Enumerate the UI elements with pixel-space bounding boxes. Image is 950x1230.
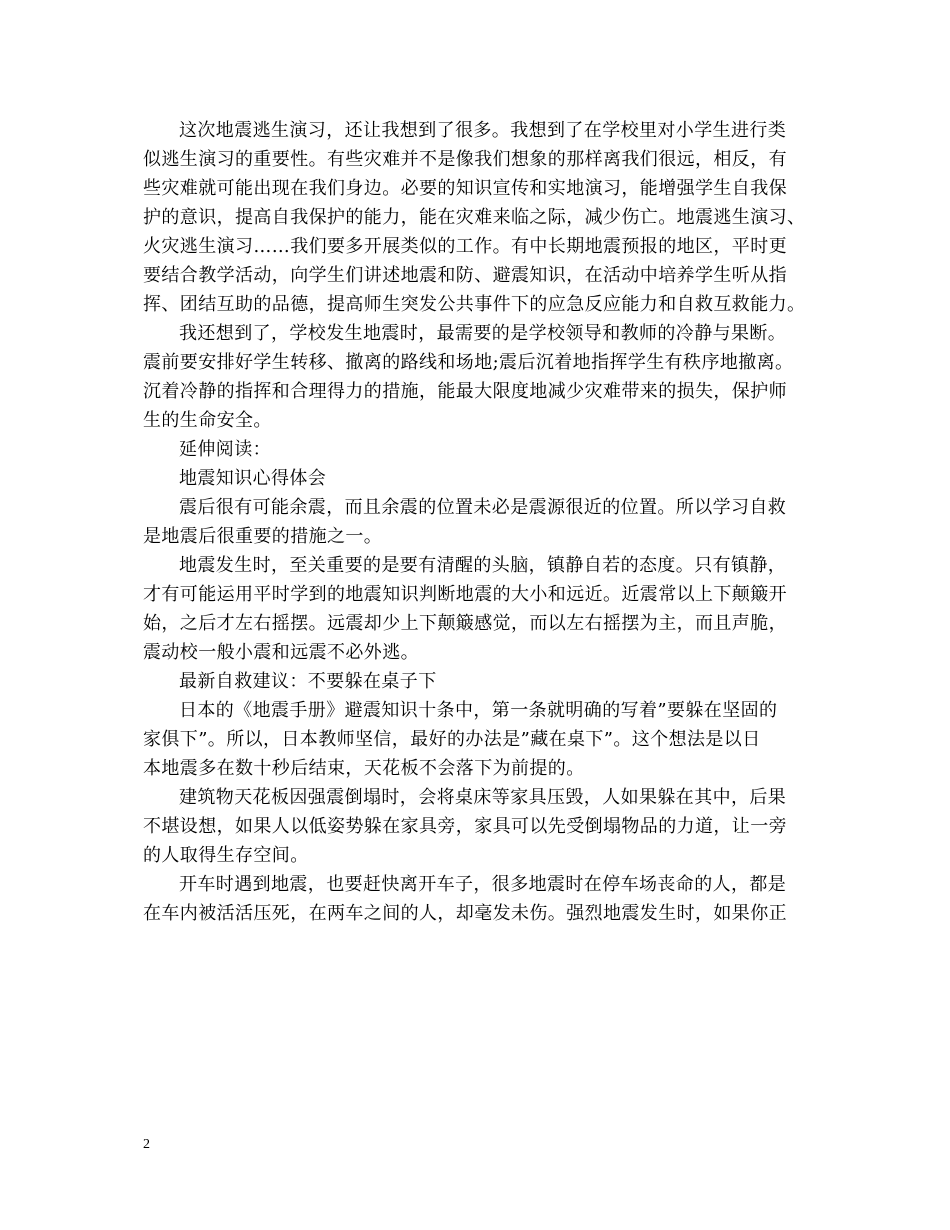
section-title: 地震知识心得体会 [179,468,327,489]
text-line: 这次地震逃生演习，还让我想到了很多。我想到了在学校里对小学生进行类 [179,120,787,141]
text-line: 护的意识，提高自我保护的能力，能在灾难来临之际，减少伤亡。地震逃生演习、 [143,207,806,228]
text-line: 沉着冷静的指挥和合理得力的措施，能最大限度地减少灾难带来的损失，保护师 [143,381,787,402]
document-body [143,116,813,928]
text-line: 生的生命安全。 [143,410,272,431]
text-line: 的人取得生存空间。 [143,845,309,866]
text-line: 地震发生时，至关重要的是要有清醒的头脑，镇静自若的态度。只有镇静， [179,555,787,576]
text-line: 挥、团结互助的品德，提高师生突发公共事件下的应急反应能力和自救互救能力。 [143,294,806,315]
page-number: 2 [143,1137,150,1152]
text-line: 在车内被活活压死，在两车之间的人，却毫发未伤。强烈地震发生时，如果你正 [143,903,787,924]
subheading: 最新自救建议：不要躲在桌子下 [179,671,437,692]
text-line: 家俱下”。所以，日本教师坚信，最好的办法是”藏在桌下”。这个想法是以日 [143,729,761,750]
text-line: 似逃生演习的重要性。有些灾难并不是像我们想象的那样离我们很远，相反，有 [143,149,787,170]
text-line: 些灾难就可能出现在我们身边。必要的知识宣传和实地演习，能增强学生自我保 [143,178,787,199]
text-line: 建筑物天花板因强震倒塌时，会将桌床等家具压毁，人如果躲在其中，后果 [179,787,787,808]
text-line: 开车时遇到地震，也要赶快离开车子，很多地震时在停车场丧命的人，都是 [179,874,787,895]
text-line: 震后很有可能余震，而且余震的位置未必是震源很近的位置。所以学习自救 [179,497,787,518]
text-line: 本地震多在数十秒后结束，天花板不会落下为前提的。 [143,758,585,779]
text-line: 不堪设想，如果人以低姿势躲在家具旁，家具可以先受倒塌物品的力道，让一旁 [143,816,787,837]
text-line: 才有可能运用平时学到的地震知识判断地震的大小和远近。近震常以上下颠簸开 [143,584,787,605]
text-line: 是地震后很重要的措施之一。 [143,526,383,547]
section-heading: 延伸阅读： [179,439,271,460]
text-line: 始，之后才左右摇摆。远震却少上下颠簸感觉，而以左右摇摆为主，而且声脆， [143,613,787,634]
text-line: 震动校一般小震和远震不必外逃。 [143,642,419,663]
text-line: 要结合教学活动，向学生们讲述地震和防、避震知识，在活动中培养学生听从指 [143,265,787,286]
text-line: 火灾逃生演习……我们要多开展类似的工作。有中长期地震预报的地区，平时更 [143,236,787,257]
text-line: 震前要安排好学生转移、撤离的路线和场地;震后沉着地指挥学生有秩序地撤离。 [143,352,794,373]
text-line: 日本的《地震手册》避震知识十条中，第一条就明确的写着”要躲在坚固的 [179,700,778,721]
text-line: 我还想到了，学校发生地震时，最需要的是学校领导和教师的冷静与果断。 [179,323,787,344]
